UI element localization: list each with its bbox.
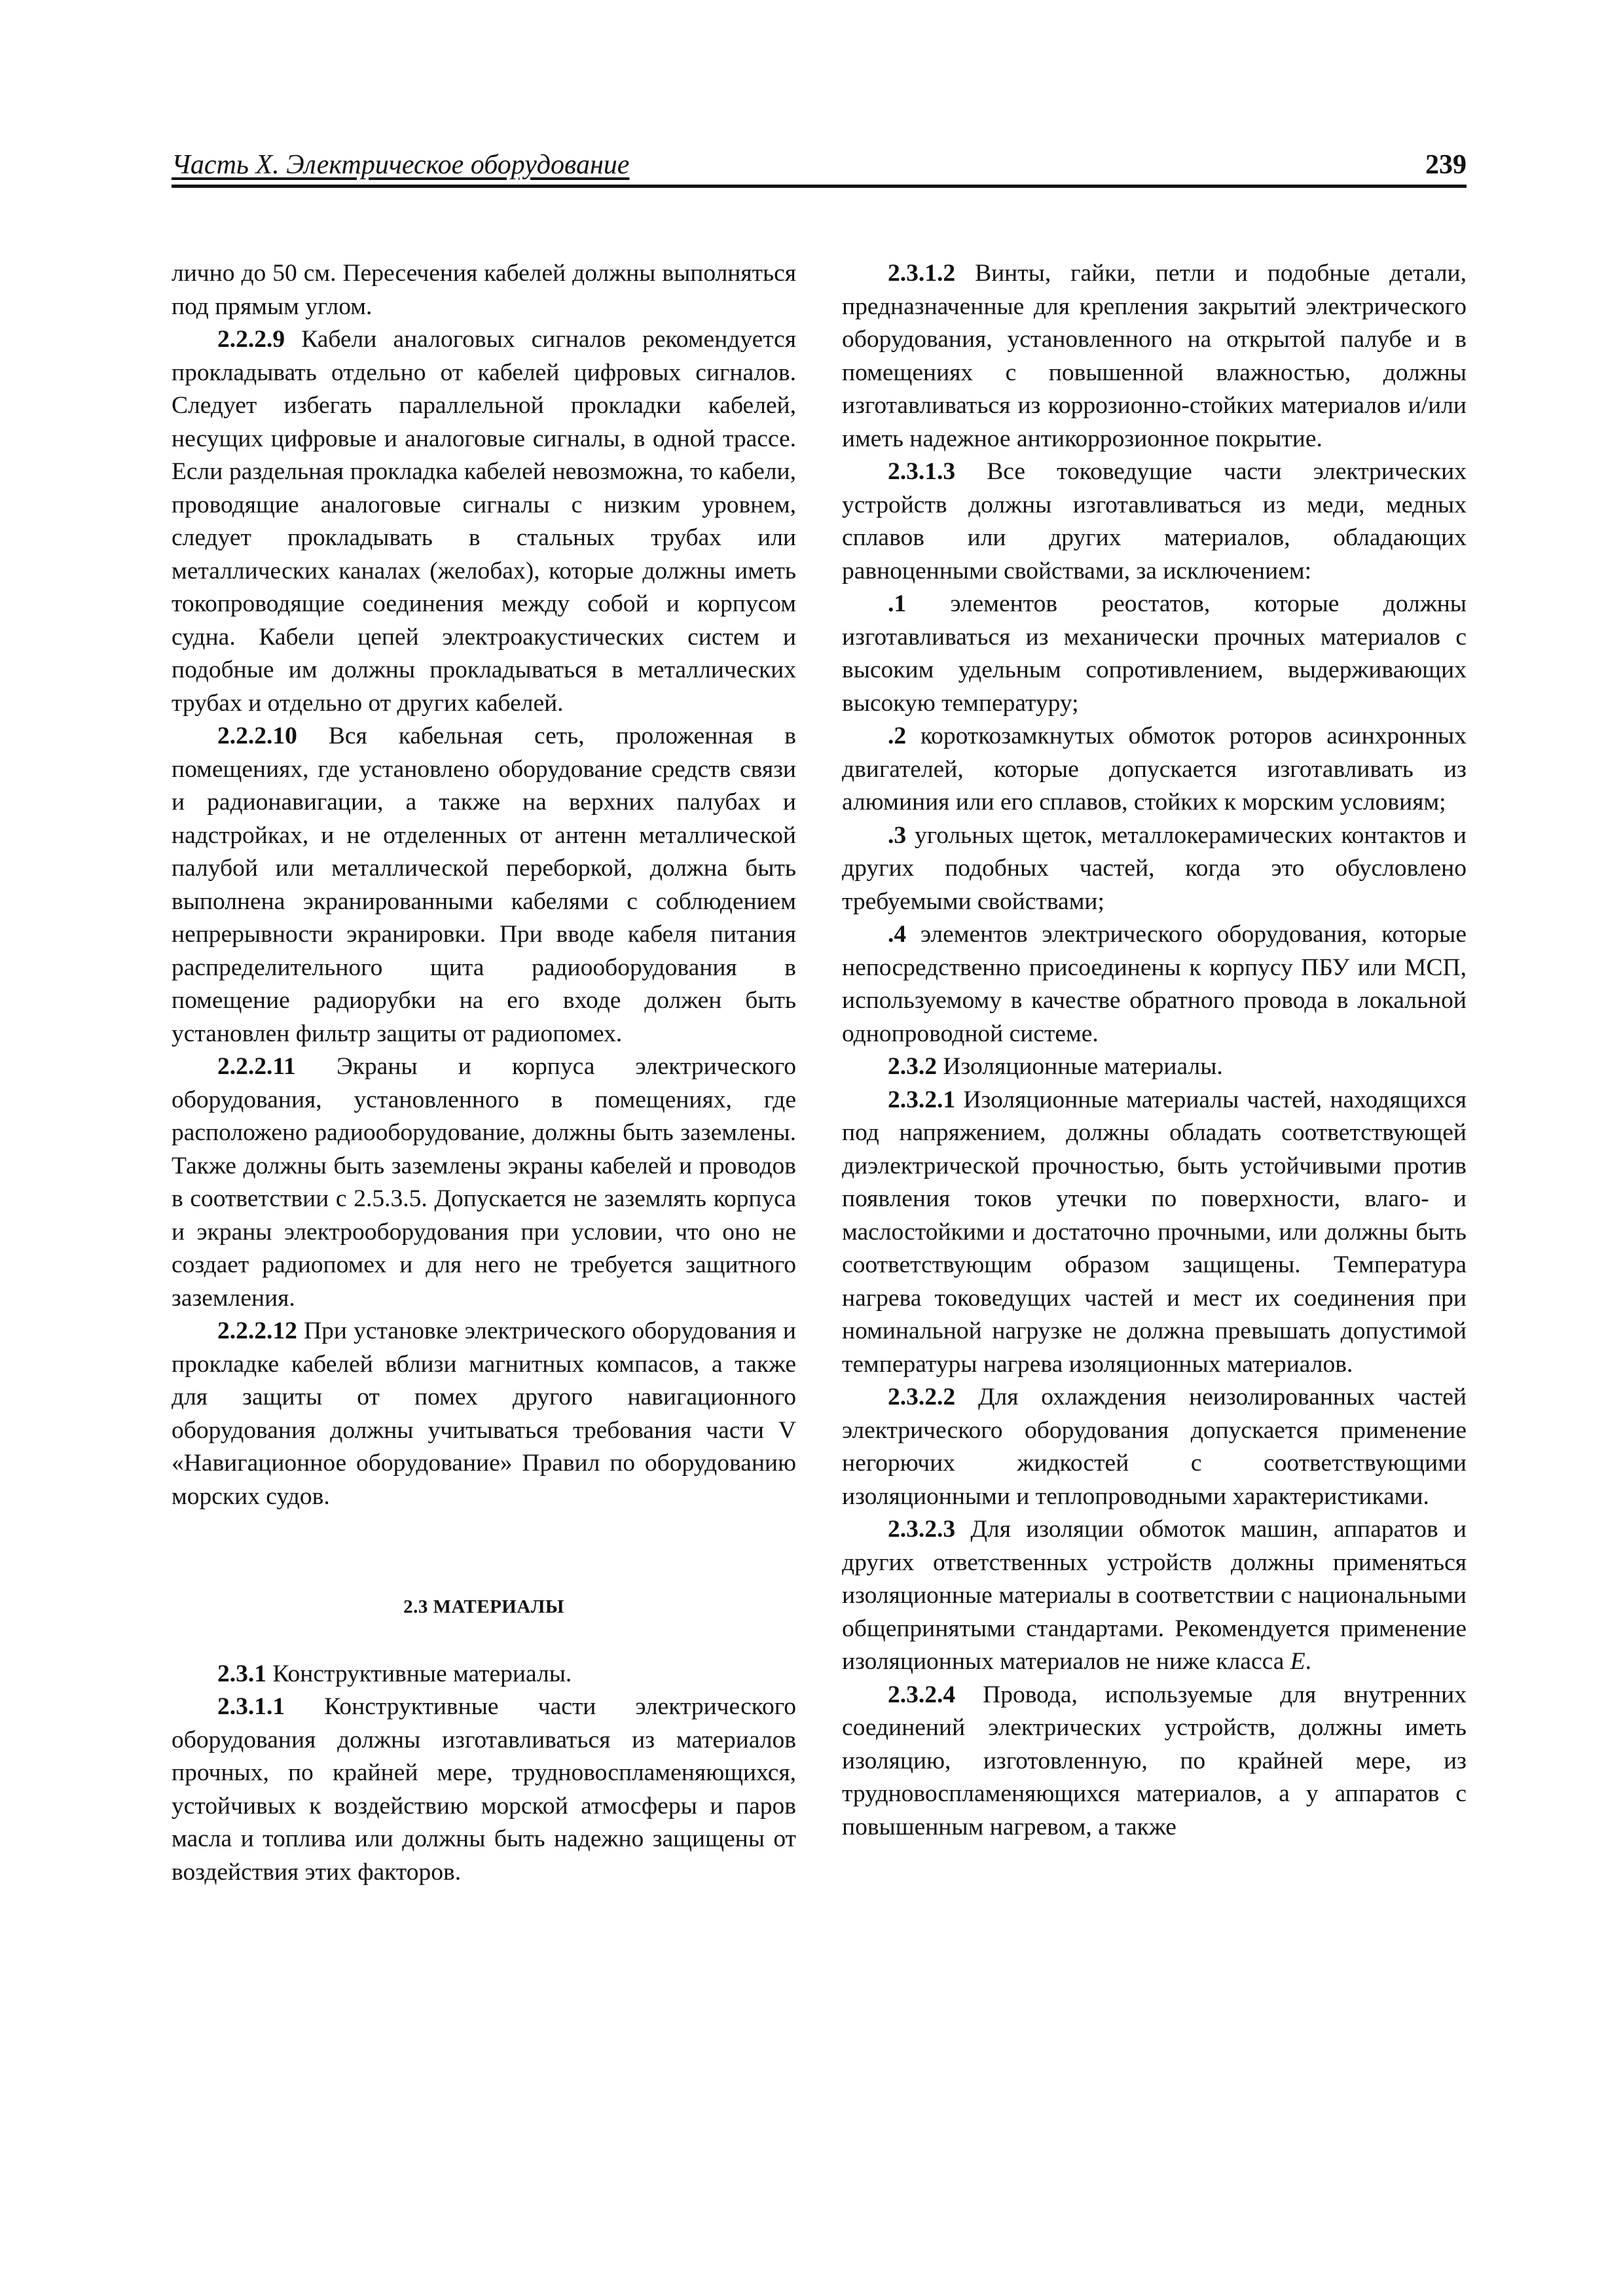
paragraph-text: Для изоляции обмоток машин, аппаратов и других ответственных устройств должны применяться изоляционные материалы в соответствии с национальными общепринятыми стандартами. Рекомендуется применение изоляционных материалов не ниже класса xyxy=(842,1516,1467,1675)
list-item xyxy=(842,819,1467,919)
left-column xyxy=(172,257,796,1889)
list-item-number: .4 xyxy=(888,921,907,948)
insulation-class-letter: E xyxy=(1290,1648,1305,1675)
paragraph-text: Конструктивные материалы. xyxy=(266,1660,572,1687)
list-item-text: угольных щеток, металлокерамических контактов и других подобных частей, когда это обусловлено требуемыми свойствами; xyxy=(842,821,1467,915)
paragraph-text: Провода, используемые для внутренних соединений электрических устройств, должны иметь изоляцию, изготовленную, по крайней мере, из трудновоспламеняющихся материалов, а у аппаратов с повышенным нагревом, а также xyxy=(842,1681,1467,1840)
paragraph-text-tail: . xyxy=(1305,1648,1312,1675)
clause-number: 2.2.2.9 xyxy=(217,326,285,353)
paragraph-text: Изоляционные материалы. xyxy=(937,1053,1223,1080)
paragraph xyxy=(842,1381,1467,1513)
paragraph xyxy=(172,1658,796,1691)
running-header xyxy=(172,145,1467,188)
paragraph-text: При установке электрического оборудования и прокладке кабелей вблизи магнитных компасов, а также для защиты от помех другого навигационного оборудования должны учитываться требования части V «Навигационное оборудование» Правил по оборудованию морских судов. xyxy=(172,1318,796,1510)
clause-number: 2.3.2 xyxy=(888,1053,937,1080)
list-item-number: .3 xyxy=(888,821,907,849)
paragraph xyxy=(172,720,796,1050)
paragraph xyxy=(172,1691,796,1889)
list-item xyxy=(842,918,1467,1050)
clause-number: 2.2.2.10 xyxy=(217,723,297,749)
paragraph xyxy=(842,1513,1467,1679)
list-item-number: .2 xyxy=(888,723,907,749)
clause-number: 2.3.1 xyxy=(217,1660,266,1687)
clause-number: 2.3.1.3 xyxy=(888,458,956,485)
paragraph xyxy=(842,1084,1467,1382)
paragraph-text: Для охлаждения неизолированных частей электрического оборудования допускается применение негорючих жидкостей с соответствующими изоляционными и теплопроводными характеристиками. xyxy=(842,1384,1467,1510)
page-number: 239 xyxy=(1425,150,1467,180)
paragraph xyxy=(842,456,1467,588)
paragraph xyxy=(842,257,1467,456)
paragraph xyxy=(172,1050,796,1315)
clause-number: 2.3.2.1 xyxy=(888,1086,956,1113)
list-item-text: короткозамкнутых обмоток роторов асинхронных двигателей, которые допускается изготавливать из алюминия или его сплавов, стойких к морским условиям; xyxy=(842,723,1467,816)
list-item xyxy=(842,720,1467,819)
list-item-text: элементов электрического оборудования, которые непосредственно присоединены к корпусу ПБУ или МСП, используемому в качестве обратного провода в локальной однопроводной системе. xyxy=(842,921,1467,1047)
clause-number: 2.3.1.1 xyxy=(217,1693,285,1720)
paragraph xyxy=(842,1679,1467,1844)
header-title: Часть X. Электрическое оборудование xyxy=(172,150,630,180)
paragraph-text: Все токоведущие части электрических устройств должны изготавливаться из меди, медных сплавов или других материалов, обладающих равноценными свойствами, за исключением: xyxy=(842,458,1467,584)
clause-number: 2.2.2.12 xyxy=(217,1318,297,1344)
paragraph-text: Конструктивные части электрического оборудования должны изготавливаться из материалов прочных, по крайней мере, трудновоспламеняющихся, устойчивых к воздействию морской атмосферы и паров масла и топлива или должны быть надежно защищены от воздействия этих факторов. xyxy=(172,1693,796,1886)
paragraph xyxy=(172,1315,796,1513)
list-item xyxy=(842,588,1467,720)
paragraph xyxy=(842,1050,1467,1084)
paragraph-text: Изоляционные материалы частей, находящихся под напряжением, должны обладать соответствующей диэлектрической прочностью, быть устойчивыми против появления токов утечки по поверхности, влаго- и маслостойкими и достаточно прочными, или должны быть соответствующим образом защищены. Температура нагрева токоведущих частей и мест их соединения при номинальной нагрузке не должна превышать допустимой температуры нагрева изоляционных материалов. xyxy=(842,1086,1467,1378)
paragraph-text: лично до 50 см. Пересечения кабелей должны выполняться под прямым углом. xyxy=(172,260,796,320)
right-column xyxy=(842,257,1467,1844)
paragraph-text: Кабели аналоговых сигналов рекомендуется прокладывать отдельно от кабелей цифровых сигналов. Следует избегать параллельной прокладки кабелей, несущих цифровые и аналоговые сигналы, в одной трассе. Если раздельная прокладка кабелей невозможна, то кабели, проводящие аналоговые сигналы с низким уровнем, следует прокладывать в стальных трубах или металлических каналах (желобах), которые должны иметь токопроводящие соединения между собой и корпусом судна. Кабели цепей электроакустических систем и подобные им должны прокладываться в металлических трубах и отдельно от других кабелей. xyxy=(172,326,796,717)
clause-number: 2.3.2.2 xyxy=(888,1384,956,1410)
paragraph-text: Вся кабельная сеть, проложенная в помещениях, где установлено оборудование средств связи и радионавигации, а также на верхних палубах и надстройках, и не отделенных от антенн металлической палубой или металлической переборкой, должна быть выполнена экранированными кабелями с соблюдением непрерывности экранировки. При вводе кабеля питания распределительного щита радиооборудования в помещение радиорубки на его входе должен быть установлен фильтр защиты от радиопомех. xyxy=(172,723,796,1047)
clause-number: 2.3.2.3 xyxy=(888,1516,956,1543)
clause-number: 2.3.2.4 xyxy=(888,1681,956,1708)
list-item-number: .1 xyxy=(888,590,907,617)
section-heading: 2.3 МАТЕРИАЛЫ xyxy=(403,1596,564,1617)
clause-number: 2.3.1.2 xyxy=(888,260,956,287)
list-item-text: элементов реостатов, которые должны изготавливаться из механически прочных материалов с высоким удельным сопротивлением, выдерживающих высокую температуру; xyxy=(842,590,1467,717)
paragraph-text: Экраны и корпуса электрического оборудования, установленного в помещениях, где расположено радиооборудование, должны быть заземлены. Также должны быть заземлены экраны кабелей и проводов в соответствии с 2.5.3.5. Допускается не заземлять корпуса и экраны электрооборудования при условии, что оно не создает радиопомех и для него не требуется защитного заземления. xyxy=(172,1053,796,1312)
paragraph xyxy=(172,257,796,323)
paragraph xyxy=(172,323,796,720)
clause-number: 2.2.2.11 xyxy=(217,1053,296,1080)
paragraph-text: Винты, гайки, петли и подобные детали, предназначенные для крепления закрытий электрического оборудования, установленного на открытой палубе и в помещениях с повышенной влажностью, должны изготавливаться из коррозионно-стойких материалов и/или иметь надежное антикоррозионное покрытие. xyxy=(842,260,1467,452)
